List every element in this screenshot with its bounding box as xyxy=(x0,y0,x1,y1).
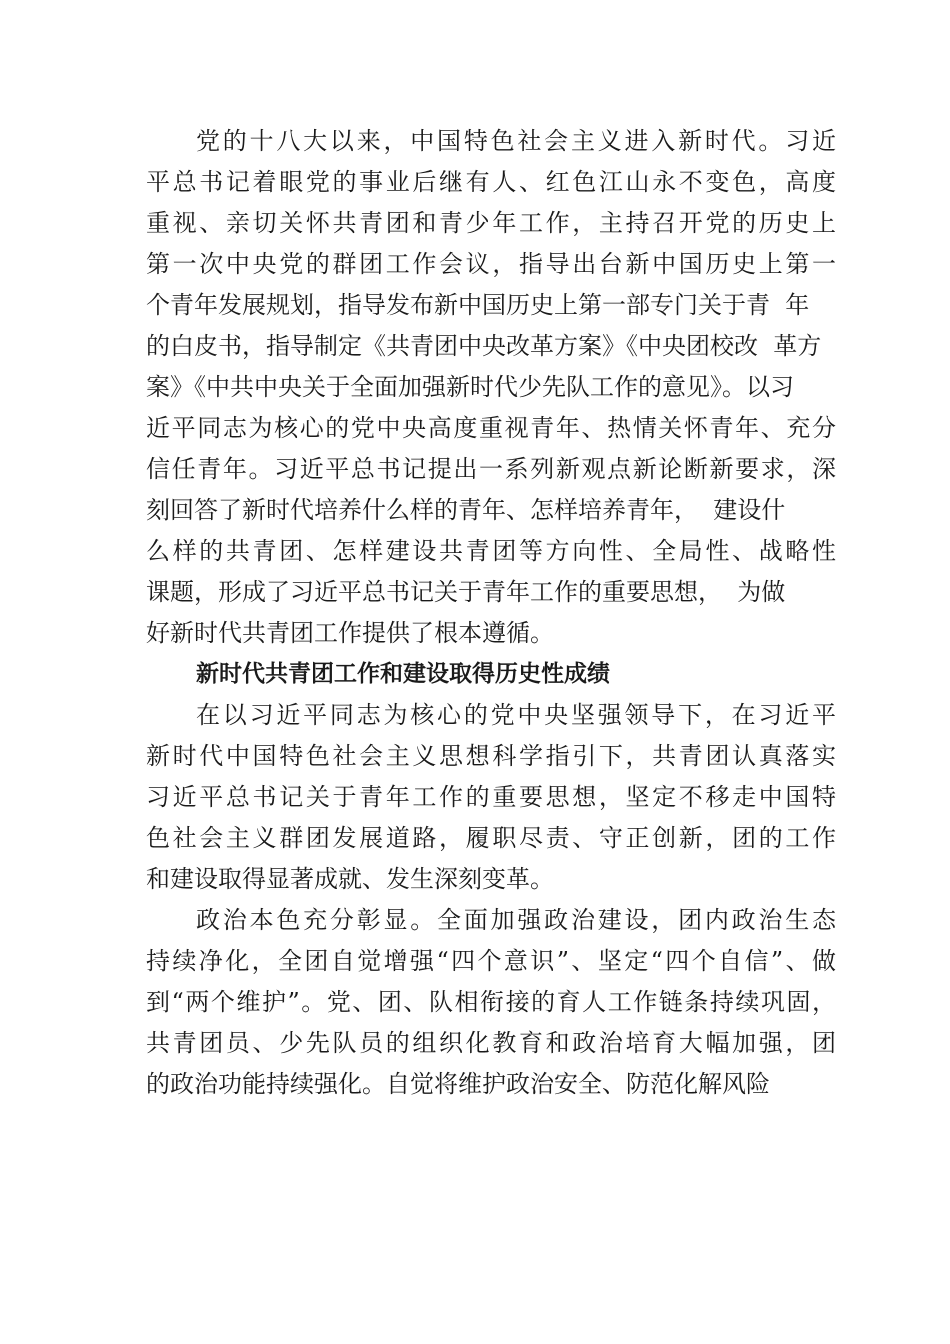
text-line: 的政治功能持续强化。自觉将维护政治安全、防范化解风险 xyxy=(146,1070,770,1098)
text-line: 好新时代共青团工作提供了根本遵循。 xyxy=(146,619,554,647)
paragraph-intro xyxy=(146,121,836,654)
text-line: 第一次中央党的群团工作会议，指导出台新中国历史上第一 xyxy=(146,250,836,278)
text-line: 色社会主义群团发展道路，履职尽责、守正创新，团的工作 xyxy=(146,824,836,852)
text-line: 到“两个维护”。党、团、队相衔接的育人工作链条持续巩固， xyxy=(146,988,836,1016)
paragraph-achievements xyxy=(146,695,836,900)
text-line: 平总书记着眼党的事业后继有人、红色江山永不变色，高度 xyxy=(146,168,836,196)
text-line: 信任青年。习近平总书记提出一系列新观点新论断新要求，深 xyxy=(146,455,836,483)
text-line: 么样的共青团、怎样建设共青团等方向性、全局性、战略性 xyxy=(146,537,836,565)
text-line: 习近平总书记关于青年工作的重要思想，坚定不移走中国特 xyxy=(146,783,836,811)
text-line: 新时代中国特色社会主义思想科学指引下，共青团认真落实 xyxy=(146,742,836,770)
text-line: 政治本色充分彰显。全面加强政治建设，团内政治生态 xyxy=(196,906,836,934)
text-line: 持续净化，全团自觉增强“四个意识”、坚定“四个自信”、做 xyxy=(146,947,836,975)
text-line: 的白皮书，指导制定《共青团中央改革方案》《中央团校改 革方 xyxy=(146,332,822,360)
section-heading: 新时代共青团工作和建设取得历史性成绩 xyxy=(196,661,610,687)
text-line: 和建设取得显著成就、发生深刻变革。 xyxy=(146,865,554,893)
paragraph-political xyxy=(146,900,836,1105)
text-line: 课题，形成了习近平总书记关于青年工作的重要思想， 为做 xyxy=(146,578,786,606)
text-line: 共青团员、少先队员的组织化教育和政治培育大幅加强，团 xyxy=(146,1029,836,1057)
text-line: 在以习近平同志为核心的党中央坚强领导下，在习近平 xyxy=(196,701,836,729)
text-line: 刻回答了新时代培养什么样的青年、怎样培养青年， 建设什 xyxy=(146,496,786,524)
text-line: 重视、亲切关怀共青团和青少年工作，主持召开党的历史上 xyxy=(146,209,836,237)
text-line: 案》《中共中央关于全面加强新时代少先队工作的意见》。以习 xyxy=(146,373,794,401)
text-line: 个青年发展规划，指导发布新中国历史上第一部专门关于青 年 xyxy=(146,291,810,319)
text-line: 近平同志为核心的党中央高度重视青年、热情关怀青年、充分 xyxy=(146,414,836,442)
document-body xyxy=(146,121,836,1105)
text-line: 党的十八大以来，中国特色社会主义进入新时代。习近 xyxy=(196,127,836,155)
